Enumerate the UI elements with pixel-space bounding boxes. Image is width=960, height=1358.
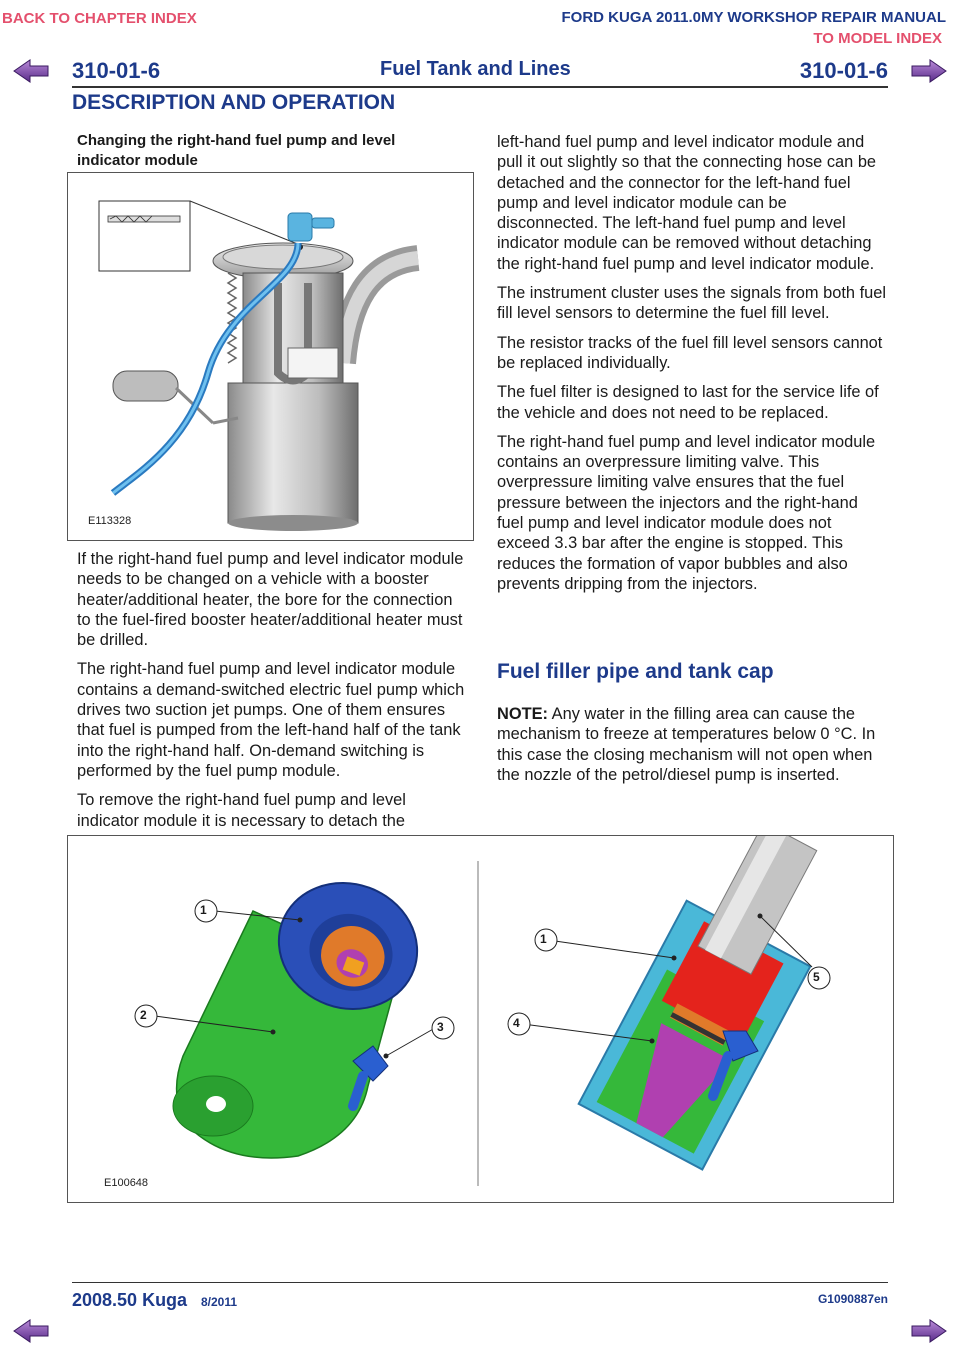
right-paragraph-5: The right-hand fuel pump and level indicator module contains an overpressure limiting valve. This overpressure limiting valve ensures that the fuel pressure between the injectors and the right-hand fuel pump and level indicator module does not exceed 3.3 bar after the engine is stopped. This reduces the formation of vapor bubbles and also prevents dripping from the injectors. <box>497 432 876 593</box>
next-page-arrow-icon[interactable] <box>910 58 948 84</box>
figure-label-e113328: E113328 <box>88 515 132 527</box>
next-page-arrow-bottom-icon[interactable] <box>910 1318 948 1344</box>
callout-3: 3 <box>437 1020 444 1034</box>
callout-1-right: 1 <box>540 932 547 946</box>
fuel-filler-heading: Fuel filler pipe and tank cap <box>497 660 774 683</box>
right-body-text <box>497 132 887 603</box>
page-code-right: 310-01-6 <box>799 58 888 83</box>
right-paragraph-2: The instrument cluster uses the signals from both fuel fill level sensors to determine the fuel fill level. <box>497 284 887 323</box>
to-model-index-link[interactable]: TO MODEL INDEX <box>813 30 942 47</box>
right-paragraph-4: The fuel filter is designed to last for the service life of the vehicle and does not need to be replaced. <box>497 383 879 422</box>
footer-date: 8/2011 <box>201 1295 238 1309</box>
left-body-text <box>77 549 467 840</box>
footer-rule <box>72 1282 888 1283</box>
callout-5: 5 <box>813 970 820 984</box>
back-to-chapter-index-link[interactable]: BACK TO CHAPTER INDEX <box>2 10 197 27</box>
note-paragraph <box>497 704 889 785</box>
footer-code: G1090887en <box>817 1292 888 1306</box>
right-paragraph-1: left-hand fuel pump and level indicator module and pull it out slightly so that the connecting hose can be detached and the connector for the left-hand fuel pump and level indicator module can be disconnected. The left-hand fuel pump and level indicator module can be removed without detaching the right-hand fuel pump and level indicator module. <box>497 133 877 273</box>
figure-fuel-pump-module <box>67 172 474 541</box>
filler-pipe-illustration <box>68 836 893 1202</box>
right-paragraph-3: The resistor tracks of the fuel fill level sensors cannot be replaced individually. <box>497 333 883 372</box>
manual-title: FORD KUGA 2011.0MY WORKSHOP REPAIR MANUAL <box>561 9 946 26</box>
left-paragraph-3: To remove the right-hand fuel pump and level indicator module it is necessary to detach the <box>77 791 406 830</box>
left-paragraph-2: The right-hand fuel pump and level indicator module contains a demand-switched electric fuel pump which drives two suction jet pumps. One of them ensures that fuel is pumped from the left-hand half of the tank into the right-hand half. On-demand switching is performed by the fuel pump module. <box>77 660 465 780</box>
left-paragraph-1: If the right-hand fuel pump and level indicator module needs to be changed on a vehicle with a booster heater/additional heater, the bore for the connection to the fuel-fired booster heater/additional heater must be drilled. <box>77 550 464 650</box>
note-label: NOTE: <box>497 705 548 723</box>
page-title: Fuel Tank and Lines <box>380 58 571 80</box>
callout-1-left: 1 <box>200 903 207 917</box>
fuel-pump-module-illustration <box>68 173 473 540</box>
callout-4: 4 <box>513 1016 520 1030</box>
left-subheading: Changing the right-hand fuel pump and level indicator module <box>77 132 396 169</box>
section-heading: DESCRIPTION AND OPERATION <box>72 91 396 114</box>
callout-2: 2 <box>140 1008 147 1022</box>
note-text: Any water in the filling area can cause the mechanism to freeze at temperatures below 0 °C. In this case the closing mechanism will not open when the nozzle of the petrol/diesel pump is inserted. <box>497 705 876 784</box>
previous-page-arrow-icon[interactable] <box>12 58 50 84</box>
figure-filler-pipe <box>67 835 894 1203</box>
previous-page-arrow-bottom-icon[interactable] <box>12 1318 50 1344</box>
header-rule <box>72 86 888 88</box>
figure-label-e100648: E100648 <box>104 1177 149 1189</box>
footer-model: 2008.50 Kuga <box>72 1290 188 1310</box>
page-code-left: 310-01-6 <box>72 58 161 83</box>
